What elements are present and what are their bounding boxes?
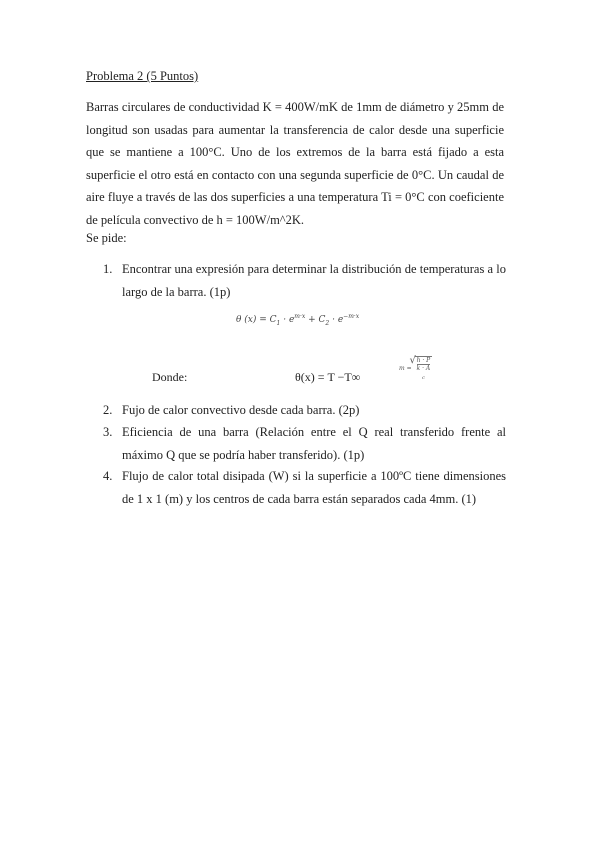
m-parameter-formula: m = √ h · P k · A $_c$ bbox=[399, 356, 432, 381]
list-number: 2. bbox=[103, 403, 113, 417]
donde-label: Donde: bbox=[152, 370, 188, 384]
list-text: Eficiencia de una barra (Relación entre el Q real transferido frente al máximo Q que se podría haber transferido). (1p) bbox=[122, 425, 506, 462]
list-number: 1. bbox=[103, 262, 113, 276]
se-pide-label: Se pide: bbox=[86, 231, 127, 245]
temperature-distribution-formula: θ $(x) = C_1 \cdot e^{m\cdot x} + C_2 \cdot e^{-m\cdot x}$ bbox=[236, 313, 360, 327]
list-text: Flujo de calor total disipada (W) si la superficie a 100ºC tiene dimensiones de 1 x 1 (m) y los centros de cada barra están separados cada 4mm. (1) bbox=[122, 469, 506, 506]
problem-title: Problema 2 (5 Puntos) bbox=[86, 69, 199, 83]
problem-statement: Barras circulares de conductividad K = 400W/mK de 1mm de diámetro y 25mm de longitud son usadas para aumentar la transferencia de calor desde una superficie que se mantiene a 100°C. Uno de los extremos de la barra está fijado a esta superficie el otro está en contacto con una segunda superficie de 0°C. Un caudal de aire fluye a través de las dos superficies a una temperatura Ti = 0°C con coeficiente de película convectivo de h = 100W/m^2K. bbox=[86, 100, 504, 227]
list-text: Encontrar una expresión para determinar la distribución de temperaturas a lo largo de la barra. (1p) bbox=[122, 262, 506, 299]
theta-definition: θ(x) = T −T∞ bbox=[295, 370, 361, 384]
list-number: 4. bbox=[103, 469, 113, 483]
list-number: 3. bbox=[103, 425, 113, 439]
list-text: Fujo de calor convectivo desde cada barra. (2p) bbox=[122, 403, 360, 417]
sqrt-symbol: √ h · P k · A $_c$ bbox=[415, 356, 433, 381]
